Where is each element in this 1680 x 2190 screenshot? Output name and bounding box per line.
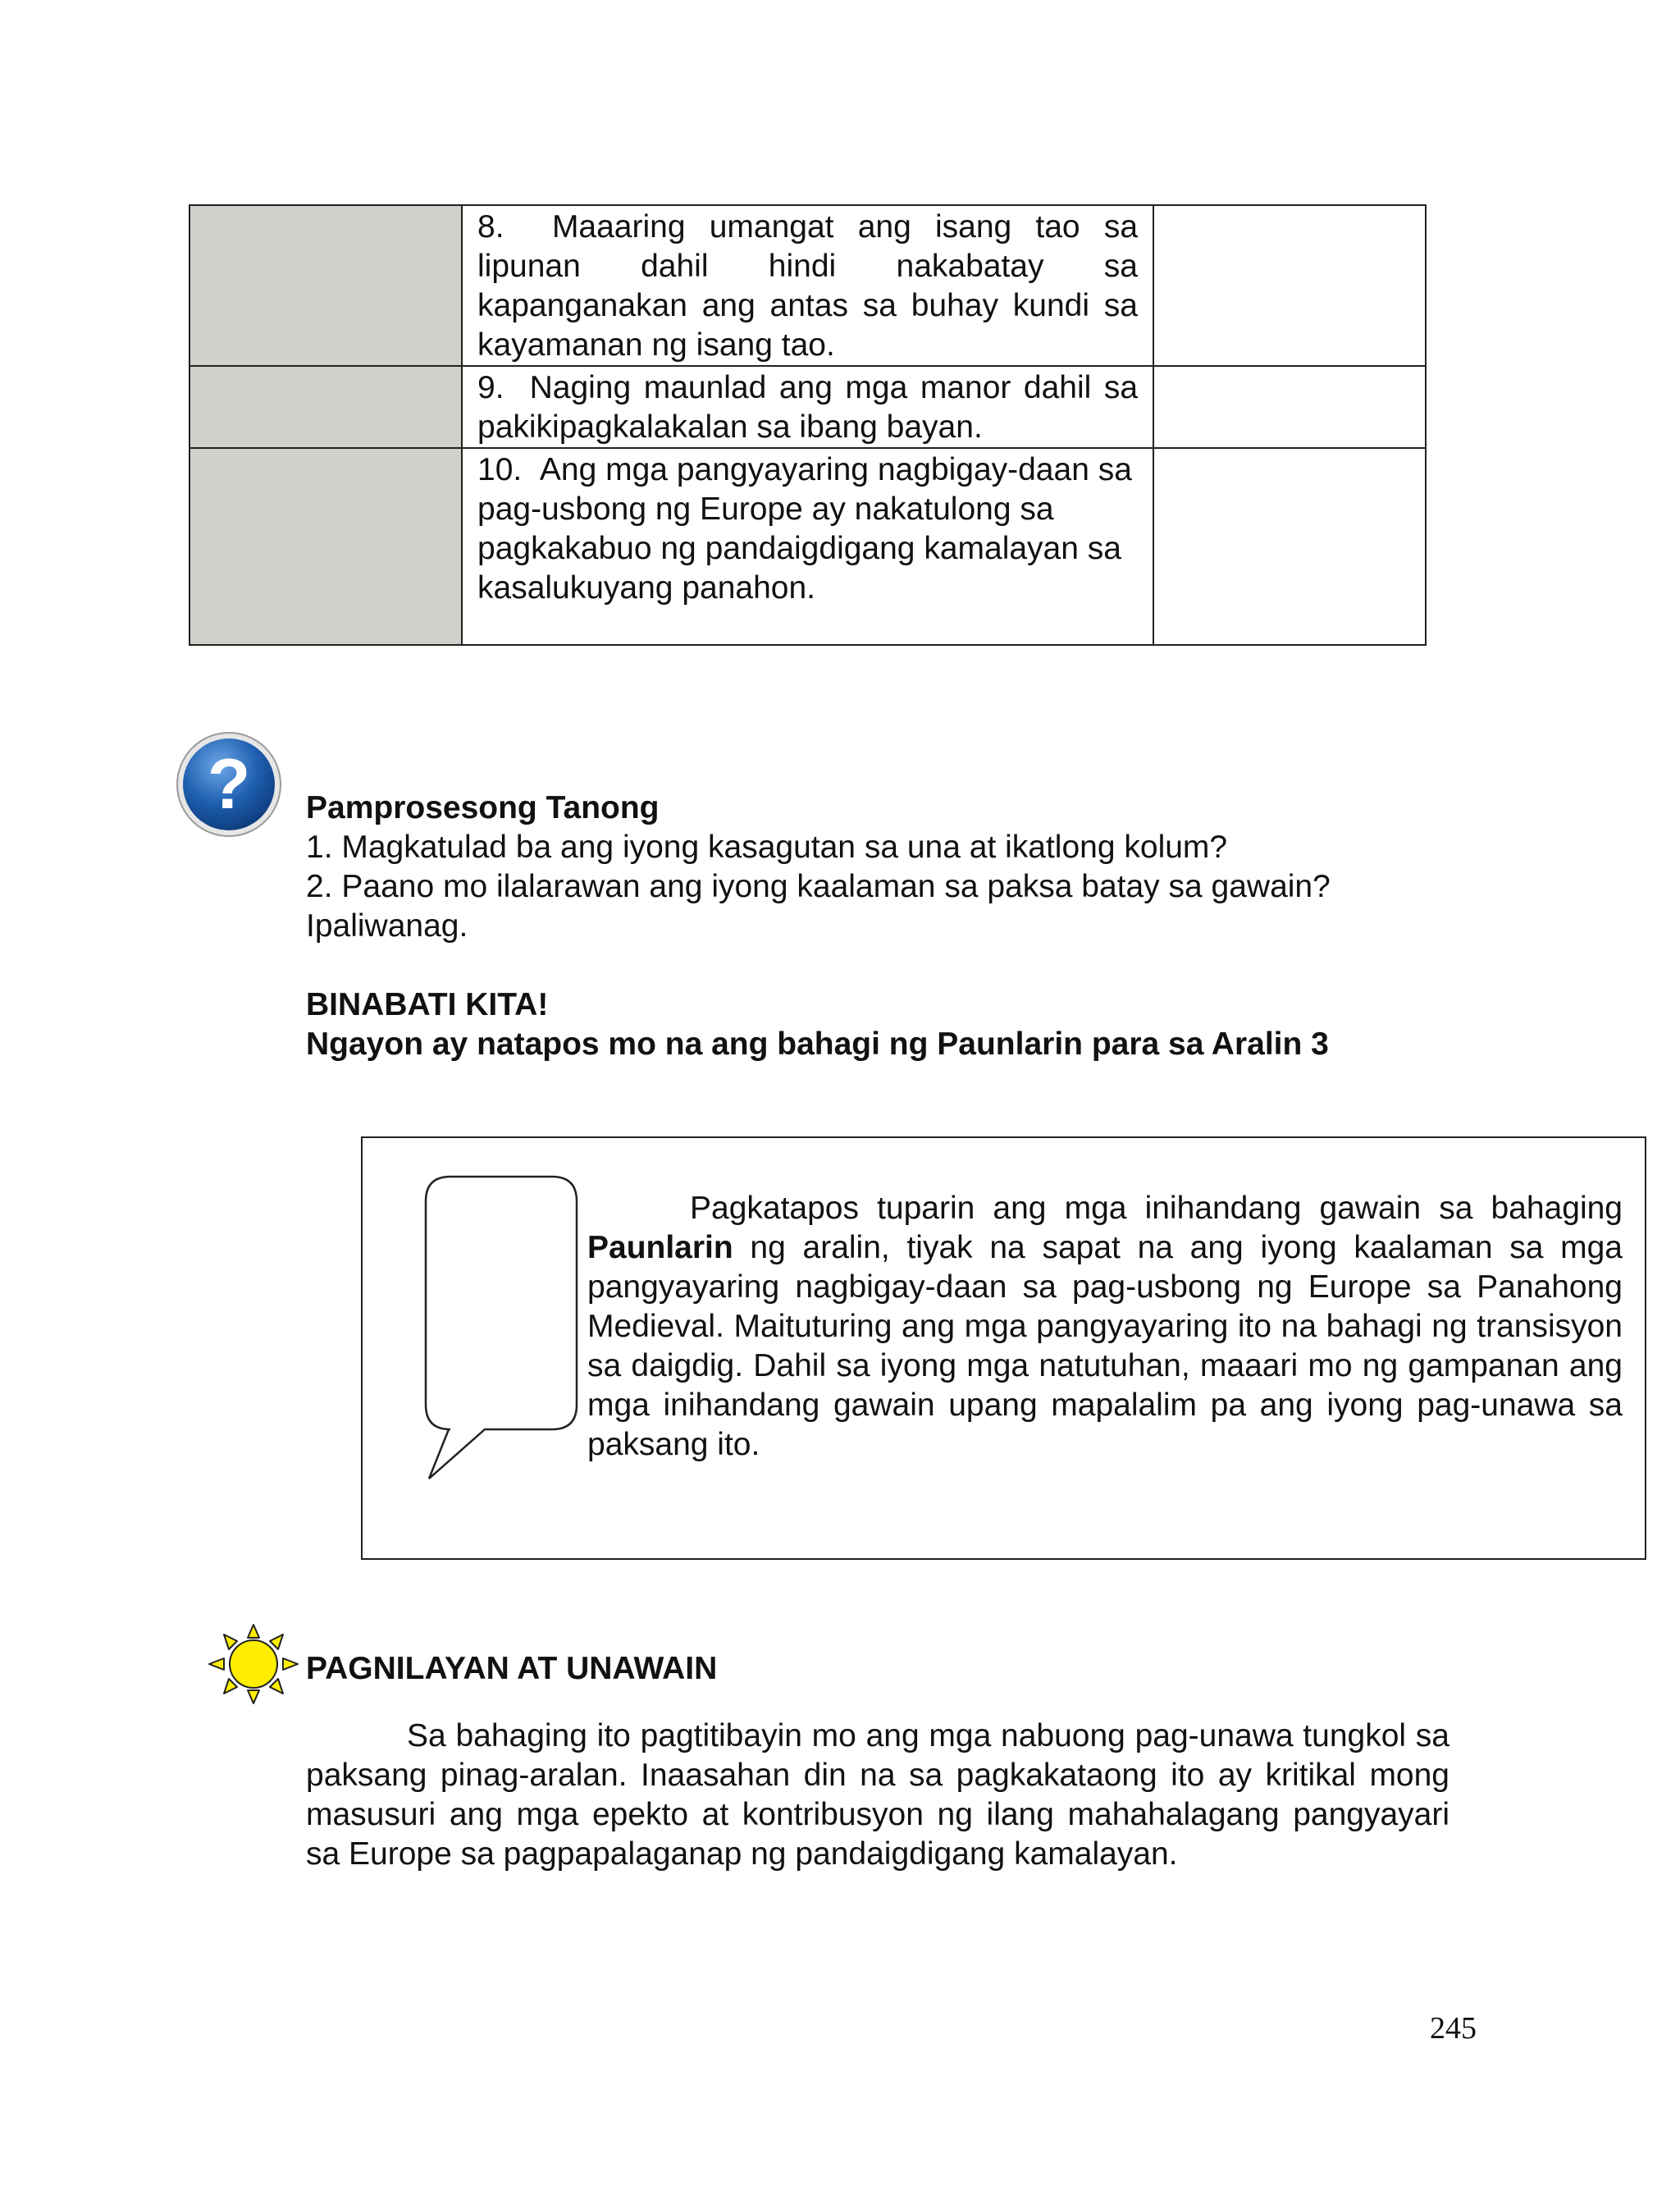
statement-table (189, 204, 1427, 646)
statement-cell (462, 448, 1153, 645)
bold-term: Paunlarin (587, 1230, 733, 1265)
answer-cell[interactable] (1153, 366, 1426, 448)
table-row (189, 205, 1426, 366)
gray-cell (189, 205, 462, 366)
statement-text: Maaaring umangat ang isang tao sa lipunan dahil hindi nakabatay sa kapanganakan ang antas sa buhay kundi sa kayamanan ng isang tao. (477, 209, 1139, 363)
answer-cell[interactable] (1153, 448, 1426, 645)
congrats-subheading: Ngayon ay natapos mo na ang bahagi ng Paunlarin para sa Aralin 3 (306, 1026, 1329, 1062)
question-mark-icon (175, 730, 283, 839)
statement-number: 10. (477, 452, 523, 487)
statement-number: 8. (477, 209, 504, 245)
pagnilayan-title: PAGNILAYAN AT UNAWAIN (306, 1651, 718, 1686)
svg-text:?: ? (207, 745, 251, 824)
statement-cell (462, 205, 1153, 366)
gray-cell (189, 366, 462, 448)
statement-number: 9. (477, 370, 504, 405)
pagnilayan-paragraph: Sa bahaging ito pagtitibayin mo ang mga nabuong pag-unawa tungkol sa paksang pinag-aralan. Inaasahan din na sa pagkakataong ito ay kritikal mong masusuri ang mga epekto at kontribusyon ng ilang mahahalagang pangyayari sa Europe sa pagpapalaganap ng pandaigdigang kamalayan. (306, 1718, 1449, 1872)
question-item: 2. Paano mo ilalarawan ang iyong kaalaman sa paksa batay sa gawain? (306, 869, 1331, 904)
statement-text: Ang mga pangyayaring nagbigay-daan sa pag-usbong ng Europe ay nakatulong sa pagkakabuo ng pandaigdigang kamalayan sa kasalukuyang panahon. (477, 452, 1132, 606)
page-number: 245 (1430, 2011, 1477, 2046)
question-continuation: Ipaliwanag. (306, 908, 468, 944)
question-item: 1. Magkatulad ba ang iyong kasagutan sa una at ikatlong kolum? (306, 830, 1228, 865)
answer-cell[interactable] (1153, 205, 1426, 366)
statement-cell (462, 366, 1153, 448)
congrats-heading: BINABATI KITA! (306, 987, 549, 1022)
gray-cell (189, 448, 462, 645)
info-paragraph: Pagkatapos tuparin ang mga inihandang gawain sa bahaging Paunlarin ng aralin, tiyak na sapat na ang iyong kaalaman sa mga pangyayaring nagbigay-daan sa pag-usbong ng Europe sa Panahong Medieval. Maituturing ang mga pangyayaring ito na bahagi ng transisyon sa daigdig. Dahil sa iyong mga natutuhan, maaari mo ng gampanan ang mga inihandang gawain upang mapalalim pa ang iyong pag-unawa sa paksang ito. (587, 1191, 1623, 1462)
questions-title: Pamprosesong Tanong (306, 790, 660, 825)
table-row (189, 366, 1426, 448)
sun-icon (208, 1623, 299, 1705)
speech-bubble-icon (421, 1175, 582, 1480)
statement-text: Naging maunlad ang mga manor dahil sa pakikipagkalakalan sa ibang bayan. (477, 370, 1139, 445)
table-row (189, 448, 1426, 645)
